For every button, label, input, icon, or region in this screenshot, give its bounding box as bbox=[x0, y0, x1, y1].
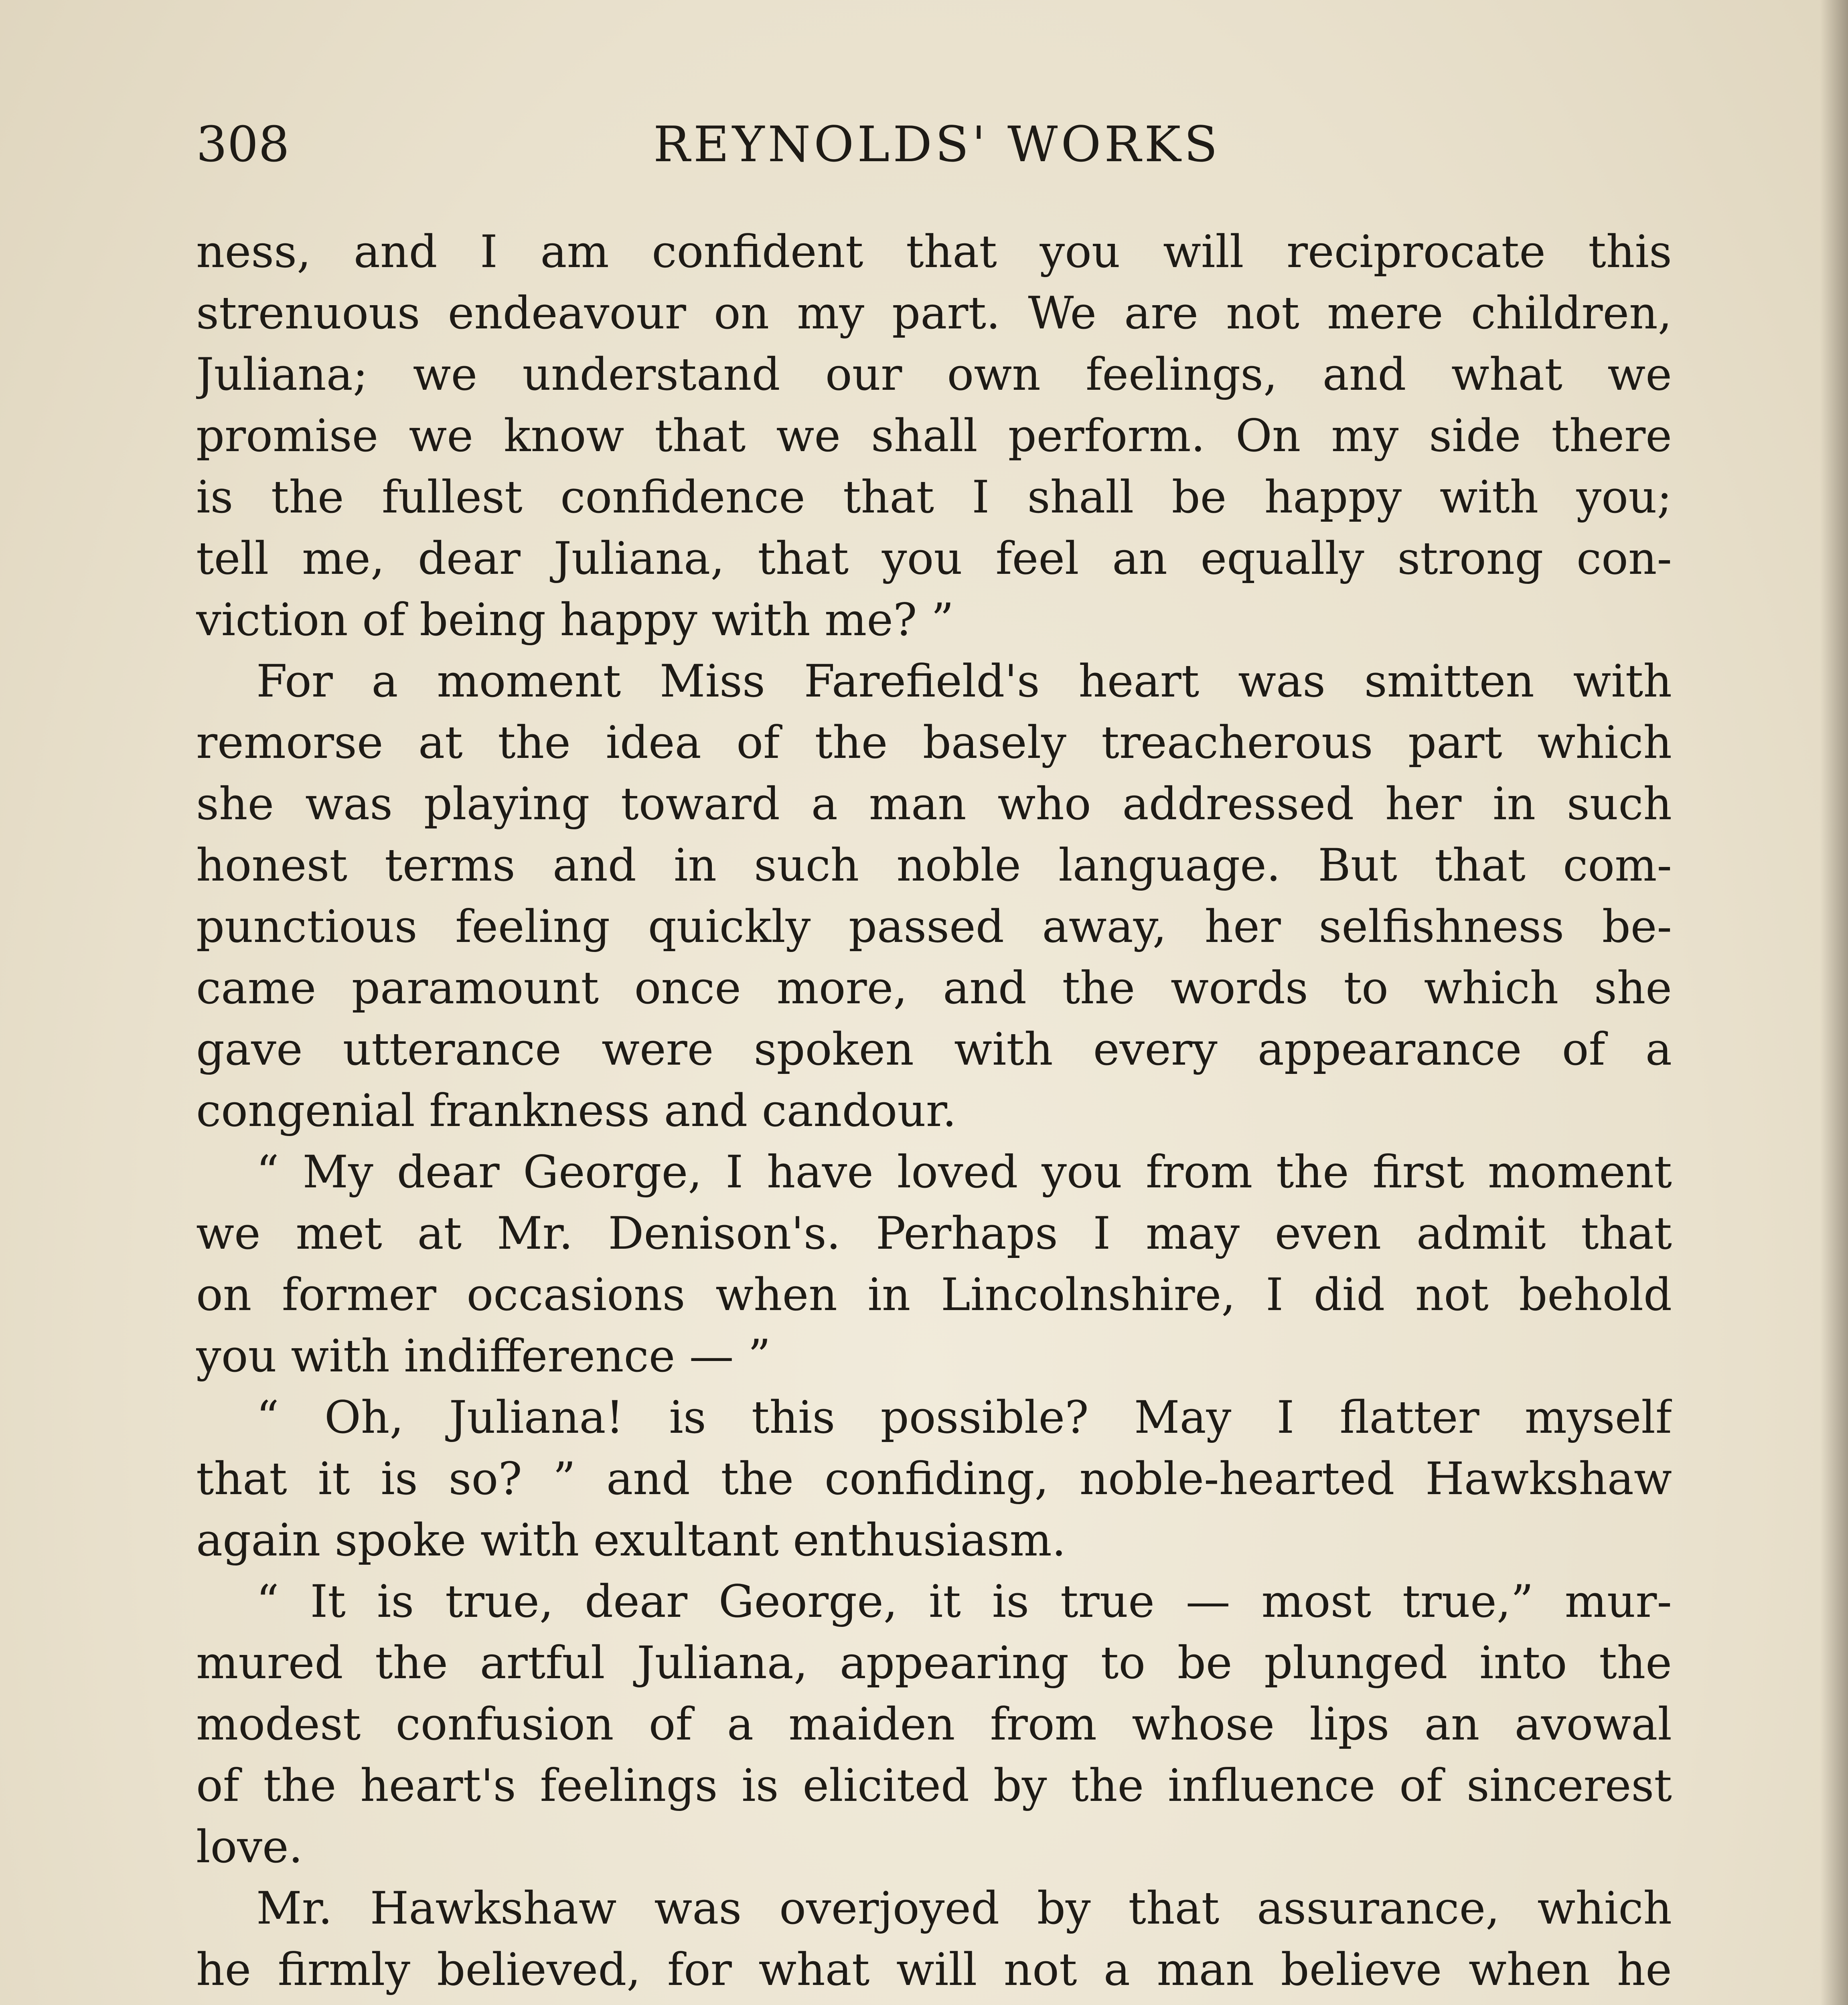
page-edge-shadow bbox=[1820, 0, 1848, 2005]
text-line: viction of being happy with me? ” bbox=[196, 594, 954, 646]
running-head: REYNOLDS' WORKS bbox=[653, 116, 1221, 173]
text-line: Juliana; we understand our own feelings, and what we bbox=[196, 349, 1672, 401]
body-text bbox=[196, 221, 1672, 2005]
text-line bbox=[196, 2001, 1672, 2005]
text-line: tell me, dear Juliana, that you feel an equally strong con- bbox=[196, 533, 1672, 585]
text-line: strenuous endeavour on my part. We are not mere children, bbox=[196, 288, 1672, 339]
text-line: punctious feeling quickly passed away, her selfishness be- bbox=[196, 901, 1672, 953]
text-line: of the heart's feelings is elicited by the influence of sincerest bbox=[196, 1760, 1672, 1812]
text-line: gave utterance were spoken with every appearance of a bbox=[196, 1024, 1672, 1075]
text-line: you with indifference — ” bbox=[196, 1331, 771, 1382]
text-line: is the fullest confidence that I shall be happy with you; bbox=[196, 472, 1672, 523]
text-line: we met at Mr. Denison's. Perhaps I may even admit that bbox=[196, 1208, 1672, 1260]
text-line: Mr. Hawkshaw was overjoyed by that assurance, which bbox=[256, 1883, 1672, 1934]
text-line: again spoke with exultant enthusiasm. bbox=[196, 1515, 1066, 1566]
text-line: “ It is true, dear George, it is true — most true,” mur- bbox=[256, 1576, 1672, 1628]
text-line: that it is so? ” and the confiding, noble-hearted Hawkshaw bbox=[196, 1453, 1672, 1505]
text-line: promise we know that we shall perform. On my side there bbox=[196, 410, 1672, 462]
text-line: on former occasions when in Lincolnshire, I did not behold bbox=[196, 1269, 1672, 1321]
text-line: love. bbox=[196, 1821, 303, 1873]
text-line: he firmly believed, for what will not a man believe when he bbox=[196, 1944, 1672, 1996]
text-line: “ Oh, Juliana! is this possible? May I flatter myself bbox=[256, 1392, 1672, 1444]
text-line: ness, and I am confident that you will reciprocate this bbox=[196, 226, 1672, 278]
text-line: she was playing toward a man who addressed her in such bbox=[196, 778, 1672, 830]
text-line: honest terms and in such noble language. But that com- bbox=[196, 840, 1672, 891]
text-line: modest confusion of a maiden from whose lips an avowal bbox=[196, 1699, 1672, 1750]
text-line: For a moment Miss Farefield's heart was smitten with bbox=[256, 656, 1672, 707]
text-line: congenial frankness and candour. bbox=[196, 1085, 956, 1137]
page-header bbox=[196, 108, 1672, 180]
page-number: 308 bbox=[196, 116, 290, 173]
text-line: came paramount once more, and the words to which she bbox=[196, 962, 1672, 1014]
text-line: remorse at the idea of the basely treacherous part which bbox=[196, 717, 1672, 769]
text-line: “ My dear George, I have loved you from the first moment bbox=[256, 1146, 1672, 1198]
text-line: mured the artful Juliana, appearing to be plunged into the bbox=[196, 1637, 1672, 1689]
